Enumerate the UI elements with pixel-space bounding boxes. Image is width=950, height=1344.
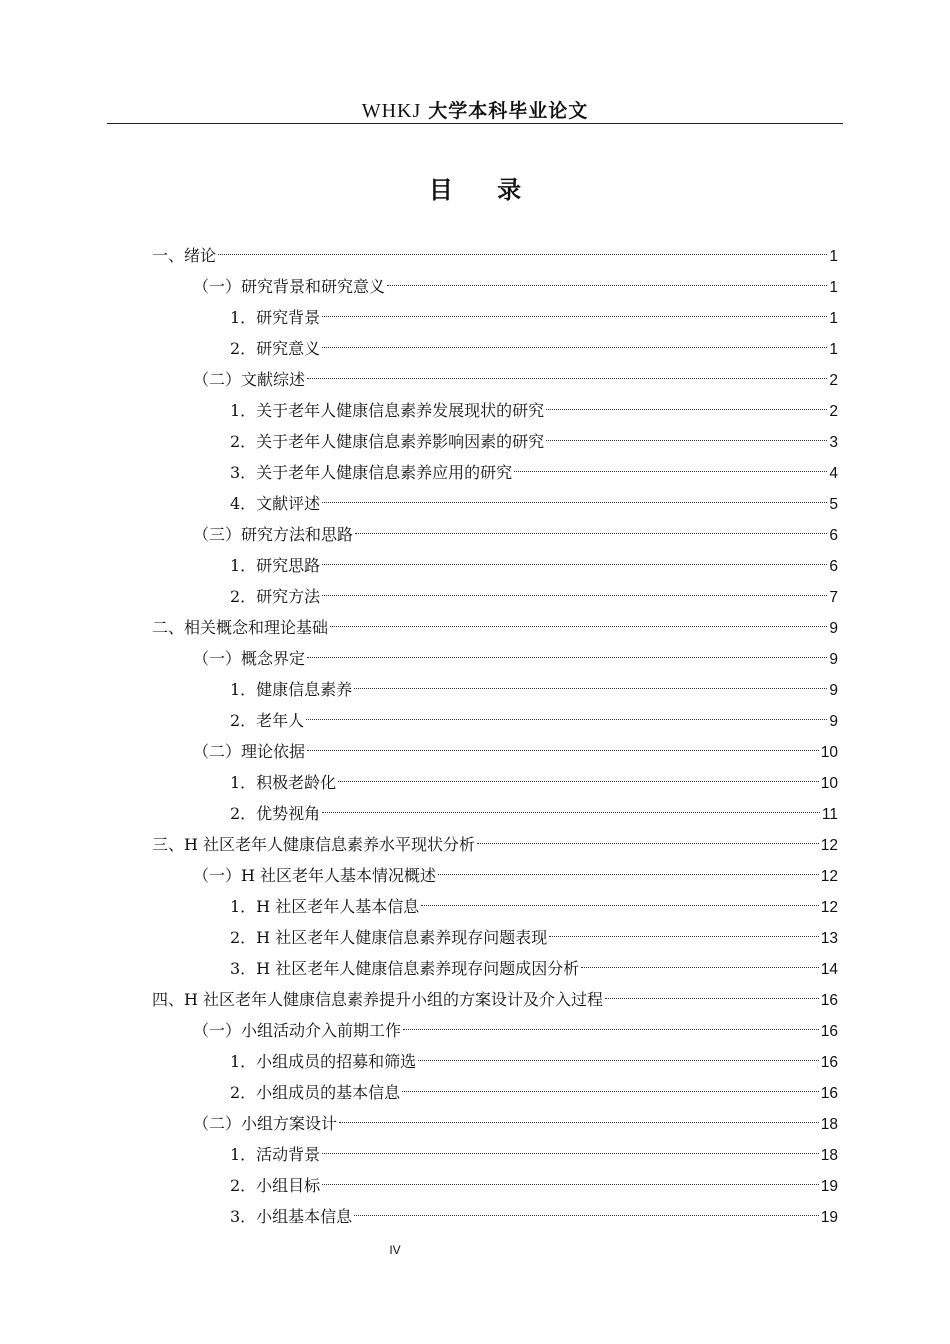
toc-entry-label: 2．关于老年人健康信息素养影响因素的研究 bbox=[230, 432, 545, 451]
toc-entry[interactable] bbox=[230, 1139, 838, 1170]
toc-dot-leader bbox=[330, 626, 827, 627]
toc-entry[interactable] bbox=[152, 984, 838, 1015]
toc-dot-leader bbox=[307, 657, 827, 658]
toc-entry-label: 1．关于老年人健康信息素养发展现状的研究 bbox=[230, 401, 545, 420]
header-thesis-type: 大学本科毕业论文 bbox=[428, 100, 589, 122]
toc-entry-label: （一）概念界定 bbox=[193, 649, 306, 668]
toc-dot-leader bbox=[403, 1029, 819, 1030]
toc-entry[interactable] bbox=[230, 705, 838, 736]
toc-entry-page: 19 bbox=[820, 1209, 838, 1226]
toc-dot-leader bbox=[421, 905, 819, 906]
toc-dot-leader bbox=[322, 595, 827, 596]
toc-dot-leader bbox=[549, 936, 819, 937]
toc-dot-leader bbox=[581, 967, 819, 968]
toc-entry[interactable] bbox=[193, 364, 838, 395]
toc-entry-page: 16 bbox=[820, 1023, 838, 1040]
toc-entry[interactable] bbox=[230, 922, 838, 953]
toc-entry-page: 6 bbox=[829, 527, 838, 544]
toc-title: 目 录 bbox=[428, 176, 540, 204]
toc-entry[interactable] bbox=[230, 767, 838, 798]
toc-dot-leader bbox=[605, 998, 819, 999]
toc-entry[interactable] bbox=[230, 953, 838, 984]
toc-entry-page: 10 bbox=[820, 744, 838, 761]
toc-entry-page: 16 bbox=[820, 992, 838, 1009]
toc-entry-label: （二）小组方案设计 bbox=[193, 1114, 338, 1133]
toc-entry-page: 6 bbox=[829, 558, 838, 575]
toc-entry-label: （一）小组活动介入前期工作 bbox=[193, 1021, 402, 1040]
toc-dot-leader bbox=[322, 812, 820, 813]
toc-dot-leader bbox=[514, 471, 827, 472]
toc-dot-leader bbox=[338, 781, 819, 782]
toc-dot-leader bbox=[322, 502, 827, 503]
toc-entry-label: （一）研究背景和研究意义 bbox=[193, 277, 386, 296]
toc-entry[interactable] bbox=[230, 550, 838, 581]
toc-dot-leader bbox=[354, 1215, 819, 1216]
toc-dot-leader bbox=[546, 409, 827, 410]
toc-entry[interactable] bbox=[230, 457, 838, 488]
toc-entry-label: 3．H 社区老年人健康信息素养现存问题成因分析 bbox=[230, 959, 580, 978]
toc-entry-page: 1 bbox=[829, 341, 838, 358]
toc-entry[interactable] bbox=[193, 1108, 838, 1139]
toc-entry[interactable] bbox=[230, 1046, 838, 1077]
toc-entry-page: 1 bbox=[829, 248, 838, 265]
toc-dot-leader bbox=[322, 564, 827, 565]
toc-entry-page: 19 bbox=[820, 1178, 838, 1195]
toc-entry[interactable] bbox=[230, 798, 838, 829]
toc-entry-page: 16 bbox=[820, 1054, 838, 1071]
toc-entry[interactable] bbox=[193, 1015, 838, 1046]
toc-dot-leader bbox=[307, 378, 827, 379]
toc-entry-label: 4．文献评述 bbox=[230, 494, 321, 513]
toc-entry-page: 5 bbox=[829, 496, 838, 513]
header-university-code: WHKJ bbox=[361, 100, 422, 122]
toc-entry-page: 1 bbox=[829, 310, 838, 327]
toc-entry[interactable] bbox=[193, 860, 838, 891]
toc-dot-leader bbox=[322, 1184, 819, 1185]
toc-entry-page: 12 bbox=[820, 837, 838, 854]
toc-entry[interactable] bbox=[230, 674, 838, 705]
toc-entry-label: 四、H 社区老年人健康信息素养提升小组的方案设计及介入过程 bbox=[152, 990, 604, 1009]
toc-entry-page: 9 bbox=[829, 682, 838, 699]
toc-entry-page: 1 bbox=[829, 279, 838, 296]
toc-dot-leader bbox=[322, 1153, 819, 1154]
toc-entry-page: 2 bbox=[829, 403, 838, 420]
toc-dot-leader bbox=[339, 1122, 819, 1123]
toc-entry-page: 4 bbox=[829, 465, 838, 482]
toc-dot-leader bbox=[322, 316, 827, 317]
toc-entry-label: 3．关于老年人健康信息素养应用的研究 bbox=[230, 463, 513, 482]
toc-entry-label: 2．小组目标 bbox=[230, 1176, 321, 1195]
toc-dot-leader bbox=[306, 719, 827, 720]
header-rule bbox=[107, 123, 843, 124]
toc-entry[interactable] bbox=[193, 643, 838, 674]
toc-entry-page: 14 bbox=[820, 961, 838, 978]
toc-entry-page: 7 bbox=[829, 589, 838, 606]
toc-entry-page: 3 bbox=[829, 434, 838, 451]
toc-entry[interactable] bbox=[193, 271, 838, 302]
toc-entry-label: 1．研究背景 bbox=[230, 308, 321, 327]
toc-entry[interactable] bbox=[230, 1077, 838, 1108]
toc-entry[interactable] bbox=[230, 426, 838, 457]
toc-entry[interactable] bbox=[152, 829, 838, 860]
toc-entry-page: 2 bbox=[829, 372, 838, 389]
toc-entry[interactable] bbox=[230, 333, 838, 364]
toc-entry[interactable] bbox=[230, 1170, 838, 1201]
toc-entry-label: 1．小组成员的招募和筛选 bbox=[230, 1052, 417, 1071]
toc-dot-leader bbox=[218, 254, 827, 255]
toc-entry-label: 1．H 社区老年人基本信息 bbox=[230, 897, 420, 916]
toc-entry-label: 三、H 社区老年人健康信息素养水平现状分析 bbox=[152, 835, 476, 854]
toc-entry[interactable] bbox=[230, 891, 838, 922]
toc-entry-label: 二、相关概念和理论基础 bbox=[152, 618, 329, 637]
toc-entry-label: （三）研究方法和思路 bbox=[193, 525, 354, 544]
toc-entry-page: 9 bbox=[829, 620, 838, 637]
toc-entry-page: 13 bbox=[820, 930, 838, 947]
toc-entry-label: 1．积极老龄化 bbox=[230, 773, 337, 792]
toc-entry[interactable] bbox=[230, 302, 838, 333]
toc-entry-label: 1．研究思路 bbox=[230, 556, 321, 575]
toc-entry-page: 10 bbox=[820, 775, 838, 792]
toc-entry-label: 一、绪论 bbox=[152, 246, 217, 265]
toc-entry-label: 1．活动背景 bbox=[230, 1145, 321, 1164]
toc-entry[interactable] bbox=[193, 736, 838, 767]
toc-entry[interactable] bbox=[230, 395, 838, 426]
toc-entry[interactable] bbox=[230, 488, 838, 519]
toc-entry[interactable] bbox=[230, 581, 838, 612]
toc-entry-page: 16 bbox=[820, 1085, 838, 1102]
toc-entry[interactable] bbox=[230, 1201, 838, 1232]
toc-entry-page: 12 bbox=[820, 899, 838, 916]
toc-dot-leader bbox=[322, 347, 827, 348]
toc-dot-leader bbox=[387, 285, 827, 286]
toc-entry[interactable] bbox=[152, 240, 838, 271]
toc-dot-leader bbox=[354, 688, 827, 689]
toc-entry-label: 2．优势视角 bbox=[230, 804, 321, 823]
toc-dot-leader bbox=[402, 1091, 819, 1092]
toc-entry-label: （二）文献综述 bbox=[193, 370, 306, 389]
running-header bbox=[0, 96, 950, 123]
toc-dot-leader bbox=[546, 440, 827, 441]
toc-entry-page: 9 bbox=[829, 651, 838, 668]
toc-entry-label: 2．研究方法 bbox=[230, 587, 321, 606]
toc-entry-label: 3．小组基本信息 bbox=[230, 1207, 353, 1226]
toc-entry-label: 2．研究意义 bbox=[230, 339, 321, 358]
toc-dot-leader bbox=[355, 533, 827, 534]
toc-entry-label: 2．老年人 bbox=[230, 711, 305, 730]
toc-entry-label: 1．健康信息素养 bbox=[230, 680, 353, 699]
toc-entry[interactable] bbox=[152, 612, 838, 643]
toc-entry-page: 11 bbox=[821, 806, 838, 823]
toc-dot-leader bbox=[438, 874, 819, 875]
toc-entry[interactable] bbox=[193, 519, 838, 550]
toc-entry-label: （二）理论依据 bbox=[193, 742, 306, 761]
toc-entry-label: 2．小组成员的基本信息 bbox=[230, 1083, 401, 1102]
toc-entry-page: 12 bbox=[820, 868, 838, 885]
toc-entry-page: 18 bbox=[820, 1147, 838, 1164]
toc-entry-label: 2．H 社区老年人健康信息素养现存问题表现 bbox=[230, 928, 548, 947]
page-number: IV bbox=[389, 1243, 401, 1257]
toc-dot-leader bbox=[418, 1060, 819, 1061]
toc-entry-page: 18 bbox=[820, 1116, 838, 1133]
toc-entry-page: 9 bbox=[829, 713, 838, 730]
toc-entry-label: （一）H 社区老年人基本情况概述 bbox=[193, 866, 437, 885]
toc-dot-leader bbox=[477, 843, 819, 844]
toc-dot-leader bbox=[307, 750, 819, 751]
